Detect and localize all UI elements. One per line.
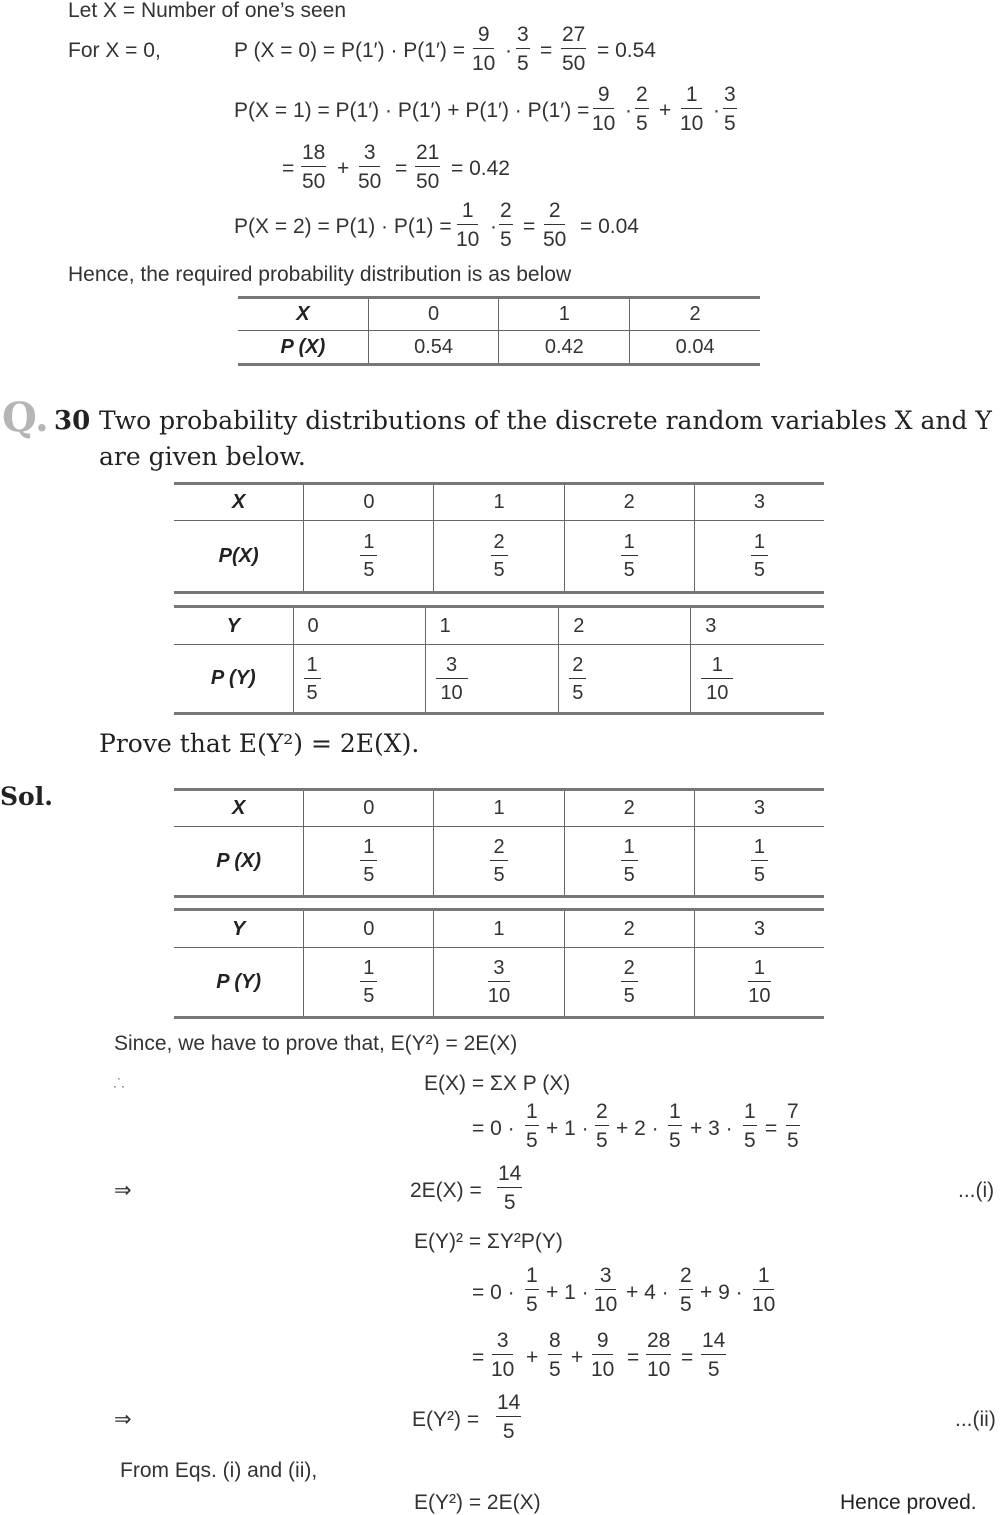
table-cell: $\frac{1}{10}$ <box>691 645 824 714</box>
implies-symbol: ⇒ <box>114 1408 132 1431</box>
table-header: P (X) <box>174 827 304 897</box>
hence-proved: Hence proved. <box>840 1491 977 1514</box>
fraction: 21 50 <box>416 141 440 193</box>
table-cell: $\frac{2}{5}$ <box>559 645 691 714</box>
table-cell: 0 <box>368 298 499 331</box>
expectation-x-definition: E(X) = ΣX P (X) <box>424 1072 571 1095</box>
fraction: 9 10 <box>472 23 496 75</box>
final-equation: E(Y²) = 2E(X) <box>414 1491 541 1514</box>
question-number: 30 <box>54 406 91 436</box>
let-statement: Let X = Number of one’s seen <box>68 0 347 22</box>
table-cell: 3 <box>694 790 824 827</box>
fraction: 1 5 <box>744 1100 756 1152</box>
table-cell: $\frac{2}{5}$ <box>434 521 564 593</box>
fraction: 14 5 <box>702 1329 726 1381</box>
fraction: 1 10 <box>752 1264 776 1316</box>
from-equations: From Eqs. (i) and (ii), <box>120 1459 318 1482</box>
table-header: Y <box>174 607 293 645</box>
table-cell: $\frac{1}{5}$ <box>293 645 425 714</box>
table-cell: 0 <box>304 484 434 521</box>
fraction: 9 10 <box>592 83 616 135</box>
fraction: 14 5 <box>497 1391 521 1443</box>
two-ex-lhs: 2E(X) = <box>410 1179 482 1202</box>
table-cell: 1 <box>499 298 630 331</box>
fraction: 28 10 <box>647 1329 671 1381</box>
solution-table-y <box>174 908 824 1019</box>
equation-label-ii: ...(ii) <box>955 1408 996 1431</box>
p1-result: = 0.42 <box>451 157 510 180</box>
table-header: X <box>238 298 368 331</box>
table-cell: $\frac{1}{5}$ <box>304 827 434 897</box>
fraction: 27 50 <box>562 23 586 75</box>
table-cell: $\frac{2}{5}$ <box>434 827 564 897</box>
table-header: P (Y) <box>174 645 293 714</box>
table-cell: 1 <box>434 910 564 948</box>
fraction: 3 10 <box>491 1329 515 1381</box>
table-header: P (Y) <box>174 948 304 1018</box>
table-cell: 1 <box>425 607 559 645</box>
fraction: 2 50 <box>543 199 567 251</box>
fraction: 2 5 <box>596 1100 608 1152</box>
implies-symbol: ⇒ <box>114 1179 132 1202</box>
fraction: 8 5 <box>549 1329 561 1381</box>
table-cell: $\frac{3}{10}$ <box>425 645 559 714</box>
table-cell: 2 <box>564 790 694 827</box>
table-cell: $\frac{1}{10}$ <box>694 948 824 1018</box>
table-cell: 0.04 <box>630 331 760 365</box>
table-cell: $\frac{1}{5}$ <box>304 521 434 593</box>
table-cell: $\frac{3}{10}$ <box>434 948 564 1018</box>
table-cell: 1 <box>434 790 564 827</box>
expectation-y2-definition: E(Y)² = ΣY²P(Y) <box>414 1230 563 1253</box>
table-cell: $\frac{1}{5}$ <box>694 521 824 593</box>
table-cell: 3 <box>694 484 824 521</box>
ey2-lhs: E(Y²) = <box>412 1408 480 1431</box>
fraction: 9 10 <box>591 1329 615 1381</box>
table-cell: $\frac{1}{5}$ <box>694 827 824 897</box>
fraction: 3 5 <box>724 83 736 135</box>
question-text-line2: are given below. <box>99 442 306 471</box>
table-cell: 0 <box>304 790 434 827</box>
distribution-table-intro <box>238 296 760 366</box>
question-text-line1: Two probability distributions of the discrete random variables X and Y <box>99 406 992 435</box>
solution-label: Sol. <box>0 782 53 811</box>
table-cell: 3 <box>694 910 824 948</box>
case-label: For X = 0, <box>68 39 161 62</box>
p2-result: = 0.04 <box>580 215 639 238</box>
fraction: 1 5 <box>526 1264 538 1316</box>
fraction: 2 5 <box>500 199 512 251</box>
table-header: X <box>174 484 304 521</box>
table-header: P(X) <box>174 521 304 593</box>
p2-lhs: P(X = 2) = P(1) · P(1) = <box>234 215 452 238</box>
table-cell: $\frac{1}{5}$ <box>564 521 694 593</box>
table-cell: 3 <box>691 607 824 645</box>
p1-lhs: P(X = 1) = P(1′) · P(1′) + P(1′) · P(1′) = <box>234 99 590 122</box>
table-header: P (X) <box>238 331 368 365</box>
table-cell: 2 <box>564 910 694 948</box>
table-cell: 0.54 <box>368 331 499 365</box>
table-cell: 2 <box>564 484 694 521</box>
equation-label-i: ...(i) <box>958 1179 995 1202</box>
therefore-symbol: ∴ <box>114 1072 128 1095</box>
prove-statement: Prove that E(Y²) = 2E(X). <box>99 729 420 758</box>
fraction: 7 5 <box>787 1100 799 1152</box>
fraction: 3 10 <box>594 1264 618 1316</box>
question-marker: Q. <box>2 394 49 441</box>
table-cell: 1 <box>434 484 564 521</box>
table-header: Y <box>174 910 304 948</box>
fraction: 2 5 <box>680 1264 692 1316</box>
table-cell: $\frac{1}{5}$ <box>304 948 434 1018</box>
table-cell: 0 <box>293 607 425 645</box>
fraction: 3 5 <box>517 23 529 75</box>
table-cell: 2 <box>630 298 760 331</box>
fraction: 1 10 <box>680 83 704 135</box>
p0-result: = 0.54 <box>597 39 656 62</box>
since-statement: Since, we have to prove that, E(Y²) = 2E(X) <box>114 1032 518 1055</box>
table-header: X <box>174 790 304 827</box>
hence-statement: Hence, the required probability distribution is as below <box>68 263 572 286</box>
p0-lhs: P (X = 0) = P(1′) · P(1′) = <box>234 39 465 62</box>
fraction: 14 5 <box>498 1162 522 1214</box>
fraction: 1 5 <box>669 1100 681 1152</box>
solution-table-x <box>174 788 824 898</box>
table-cell: $\frac{2}{5}$ <box>564 948 694 1018</box>
fraction: 3 50 <box>358 141 382 193</box>
question-table-x <box>174 482 824 594</box>
table-cell: 2 <box>559 607 691 645</box>
table-cell: 0 <box>304 910 434 948</box>
table-cell: 0.42 <box>499 331 630 365</box>
fraction: 2 5 <box>636 83 648 135</box>
table-cell: $\frac{1}{5}$ <box>564 827 694 897</box>
fraction: 1 5 <box>526 1100 538 1152</box>
fraction: 18 50 <box>302 141 326 193</box>
fraction: 1 10 <box>456 199 480 251</box>
question-table-y <box>174 605 824 715</box>
